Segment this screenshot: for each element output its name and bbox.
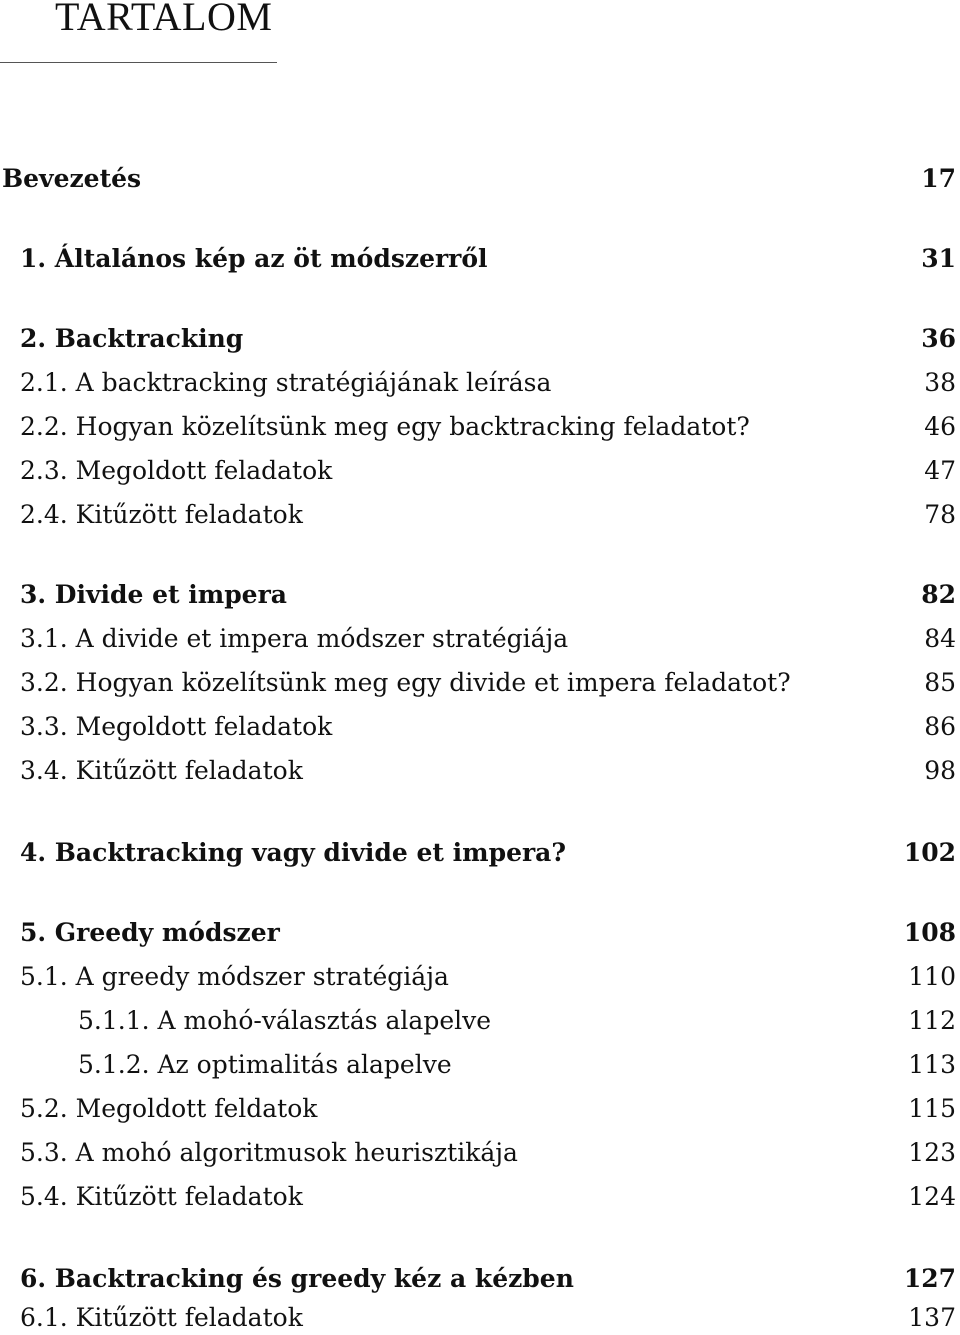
toc-entry-page: 84 [924,624,956,653]
toc-entry-label: 3.2. Hogyan közelítsünk meg egy divide et impera feladatot? [20,668,791,697]
toc-entry-chapter-5[interactable] [20,916,956,950]
toc-entry-label: 2.1. A backtracking stratégiájának leírása [20,368,552,397]
toc-entry-label: 2.4. Kitűzött feladatok [20,500,303,529]
toc-entry-label: 5.1.2. Az optimalitás alapelve [78,1050,452,1079]
toc-entry-label: 3.4. Kitűzött feladatok [20,756,303,785]
toc-entry-chapter-4[interactable] [20,836,956,870]
toc-entry-label: 2.2. Hogyan közelítsünk meg egy backtracking feladatot? [20,412,750,441]
toc-entry-page: 85 [924,668,956,697]
toc-entry-intro[interactable] [2,162,956,196]
toc-entry-section-5-1[interactable] [20,960,956,994]
toc-entry-page: 36 [921,324,956,353]
toc-entry-label: 1. Általános kép az öt módszerről [20,244,488,273]
toc-entry-page: 86 [924,712,956,741]
toc-entry-label: 3.1. A divide et impera módszer stratégiája [20,624,569,653]
toc-entry-section-2-4[interactable] [20,498,956,532]
toc-entry-section-3-4[interactable] [20,754,956,788]
toc-entry-page: 137 [908,1303,956,1332]
toc-entry-label: 3. Divide et impera [20,580,287,609]
toc-entry-page: 82 [921,580,956,609]
toc-entry-label: 6. Backtracking és greedy kéz a kézben [20,1264,574,1293]
toc-entry-section-6-1[interactable] [20,1301,956,1335]
toc-entry-page: 78 [924,500,956,529]
toc-entry-label: 4. Backtracking vagy divide et impera? [20,838,567,867]
toc-entry-chapter-1[interactable] [20,242,956,276]
toc-entry-section-3-1[interactable] [20,622,956,656]
toc-entry-page: 98 [924,756,956,785]
toc-entry-page: 112 [908,1006,956,1035]
toc-entry-page: 113 [908,1050,956,1079]
toc-entry-chapter-2[interactable] [20,322,956,356]
toc-entry-section-3-3[interactable] [20,710,956,744]
toc-entry-page: 123 [908,1138,956,1167]
toc-entry-section-2-3[interactable] [20,454,956,488]
toc-entry-page: 31 [921,244,956,273]
toc-entry-page: 102 [903,838,956,867]
toc-entry-page: 110 [908,962,956,991]
toc-entry-page: 115 [908,1094,956,1123]
toc-entry-section-3-2[interactable] [20,666,956,700]
toc-entry-chapter-3[interactable] [20,578,956,612]
toc-entry-page: 17 [921,164,956,193]
toc-entry-subsection-5-1-1[interactable] [78,1004,956,1038]
toc-entry-label: 5.1. A greedy módszer stratégiája [20,962,449,991]
toc-entry-label: Bevezetés [2,164,142,193]
toc-entry-section-5-3[interactable] [20,1136,956,1170]
toc-entry-page: 38 [924,368,956,397]
toc-entry-page: 47 [924,456,956,485]
toc-entry-chapter-6[interactable] [20,1262,956,1296]
toc-entry-section-5-2[interactable] [20,1092,956,1126]
toc-entry-label: 2. Backtracking [20,324,244,353]
toc-entry-label: 3.3. Megoldott feladatok [20,712,333,741]
toc-entry-label: 6.1. Kitűzött feladatok [20,1303,303,1332]
toc-entry-page: 108 [903,918,956,947]
toc-entry-label: 5. Greedy módszer [20,918,280,947]
toc-entry-page: 124 [908,1182,956,1211]
toc-entry-label: 5.4. Kitűzött feladatok [20,1182,303,1211]
toc-entry-section-2-2[interactable] [20,410,956,444]
title-divider [0,62,277,63]
toc-entry-section-5-4[interactable] [20,1180,956,1214]
toc-entry-section-2-1[interactable] [20,366,956,400]
toc-entry-label: 5.1.1. A mohó-választás alapelve [78,1006,492,1035]
toc-entry-label: 5.3. A mohó algoritmusok heurisztikája [20,1138,518,1167]
toc-entry-label: 2.3. Megoldott feladatok [20,456,333,485]
toc-entry-label: 5.2. Megoldott feldatok [20,1094,318,1123]
toc-entry-page: 46 [924,412,956,441]
toc-entry-page: 127 [903,1264,956,1293]
page-title: TARTALOM [55,0,273,39]
toc-entry-subsection-5-1-2[interactable] [78,1048,956,1082]
